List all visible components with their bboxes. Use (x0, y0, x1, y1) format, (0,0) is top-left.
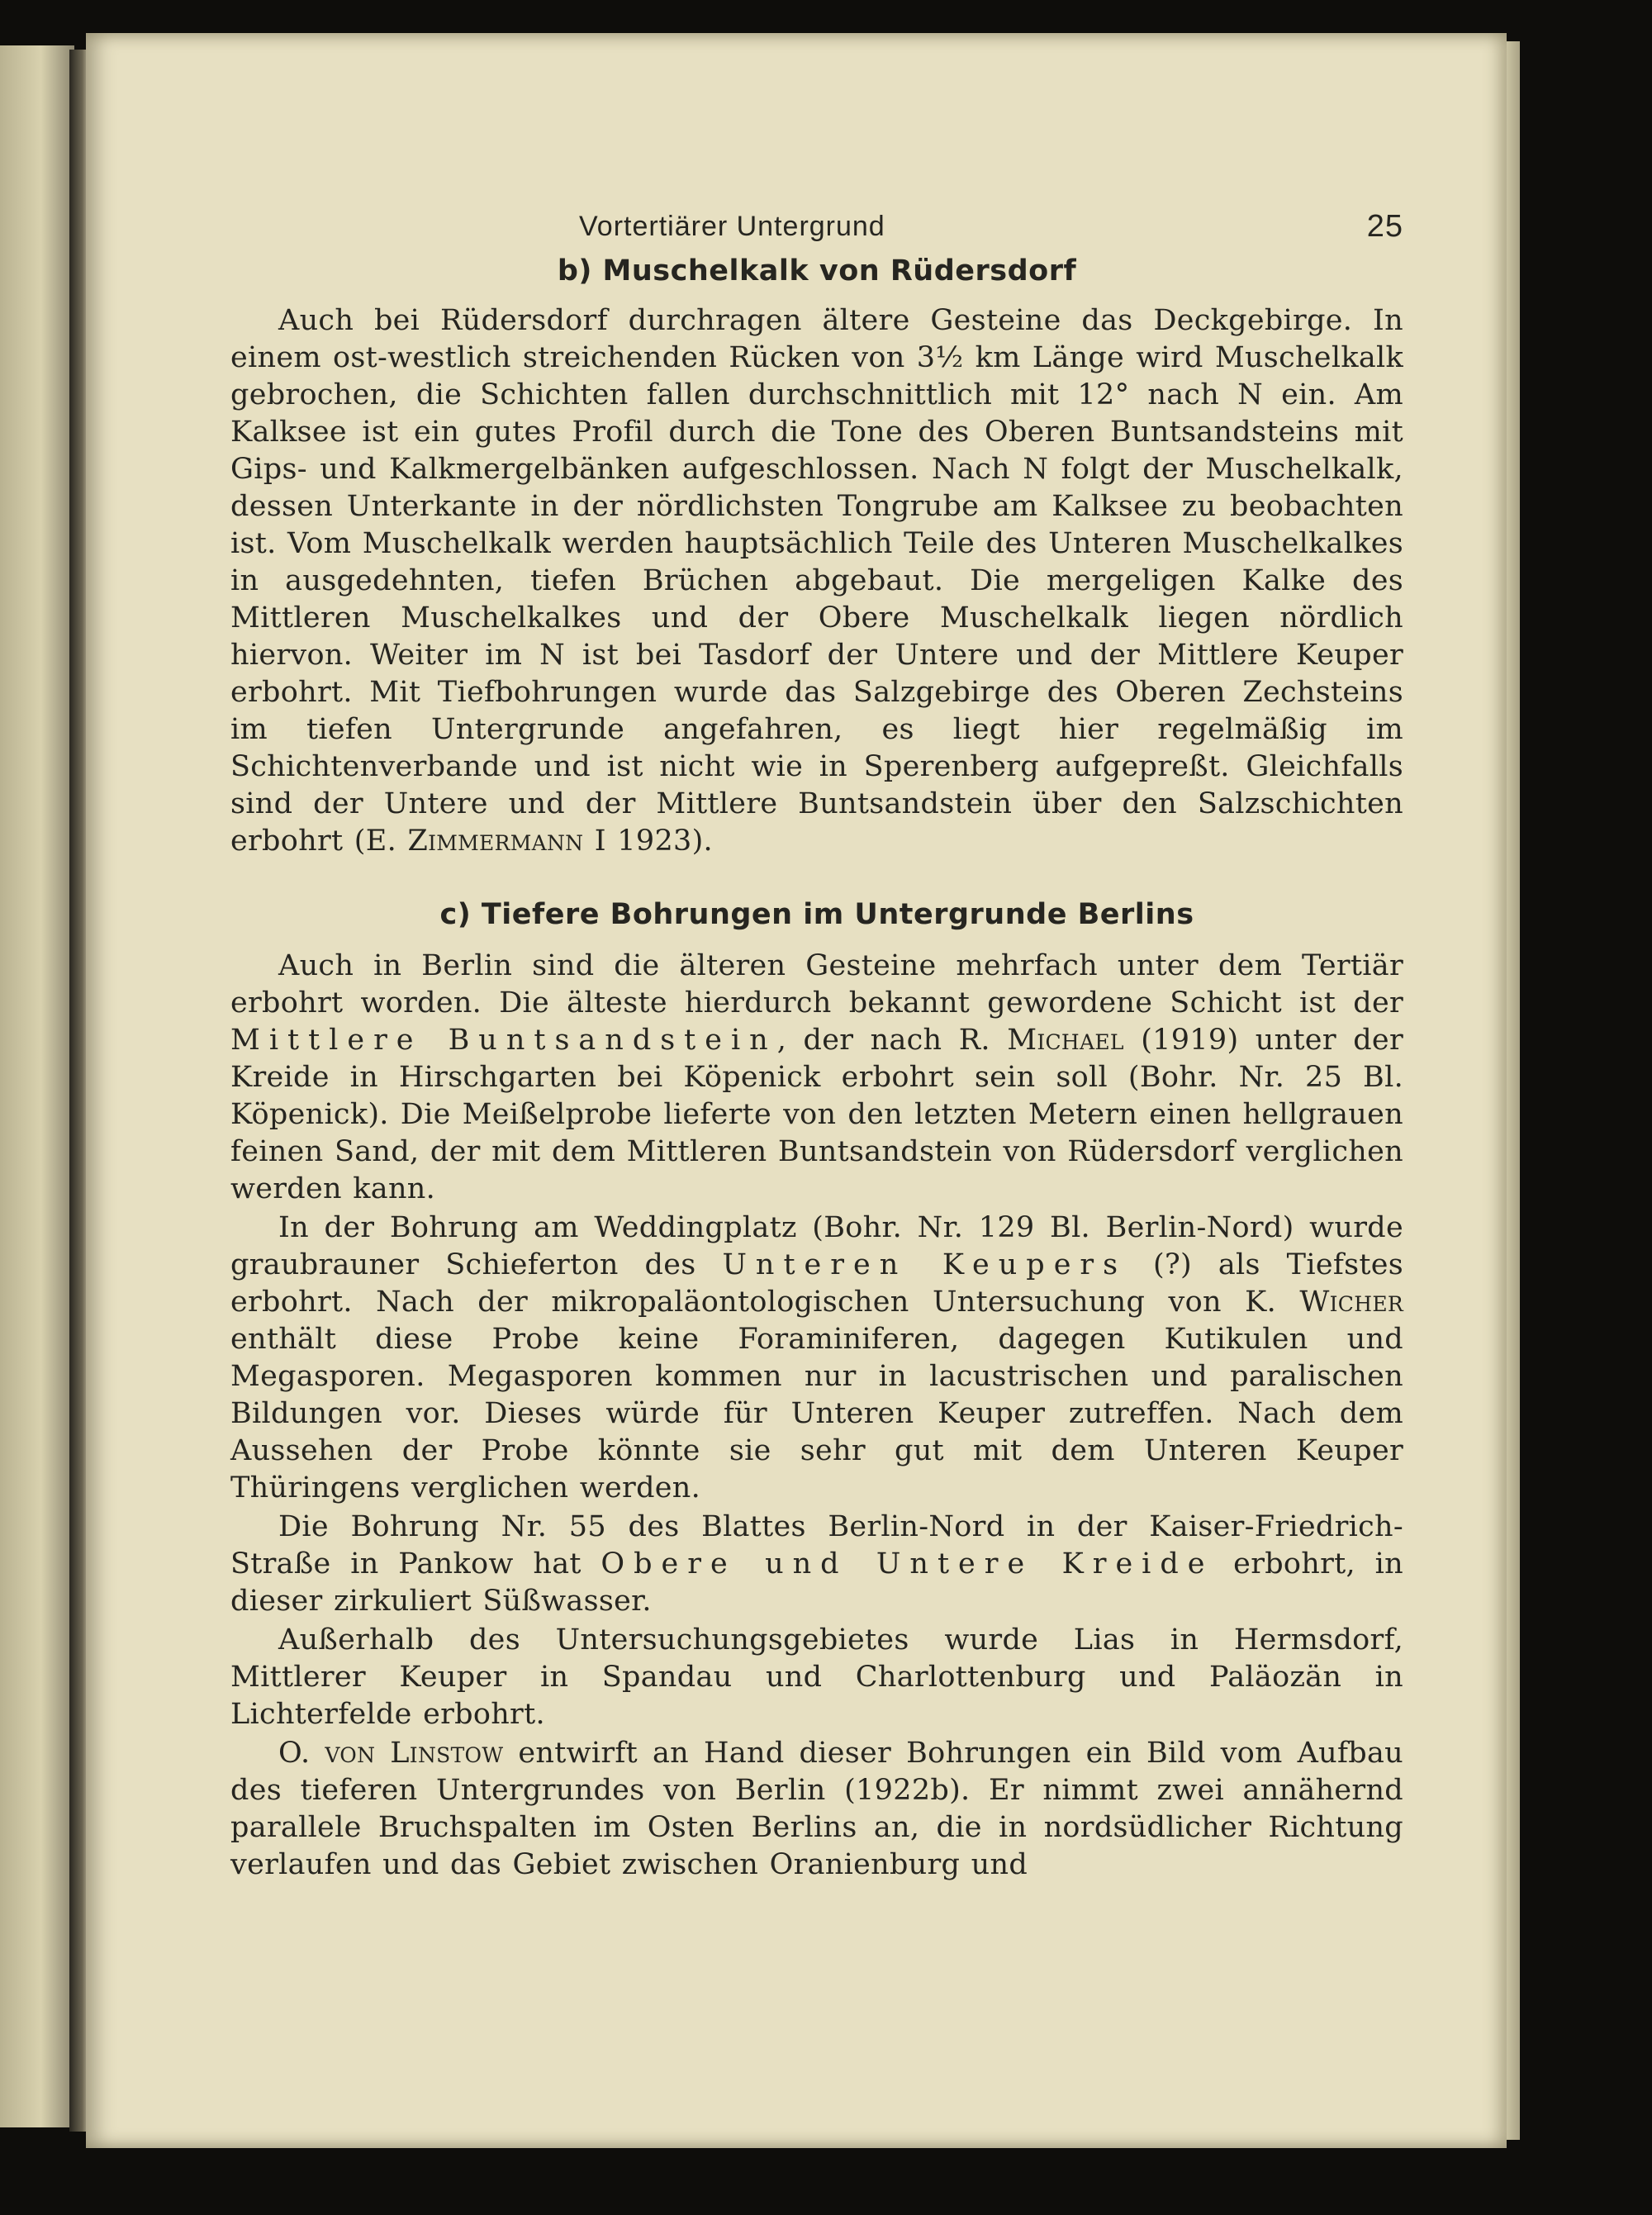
page-header (230, 173, 1403, 244)
text-run: enthält diese Probe keine Foraminiferen, dagegen Kutikulen und Megasporen. Megasporen kommen nur in lacustrischen und paralischen Bildungen vor. Dieses würde für Unteren Keuper zutreffen. Nach dem Aussehen der Probe könnte sie sehr gut mit dem Unteren Keuper Thüringens verglichen werden. (230, 1323, 1403, 1504)
text-run: erbohrt, in dieser zirkuliert Süßwasser. (230, 1547, 1403, 1618)
left-page-edge (0, 45, 74, 2127)
section-heading-c: c) Tiefere Bohrungen im Untergrunde Berlins (439, 898, 1194, 931)
spaced-term: Unteren Keupers (722, 1248, 1127, 1281)
paragraph (230, 1509, 1403, 1620)
paragraph (230, 302, 1403, 860)
spaced-term: Obere und Untere Kreide (601, 1547, 1214, 1580)
paragraph (230, 948, 1403, 1208)
text-run: Auch in Berlin sind die älteren Gesteine mehrfach unter dem Tertiär erbohrt worden. Die älteste hierdurch bekannt gewordene Schicht ist der (230, 949, 1403, 1020)
book-page (86, 33, 1507, 2148)
text-run: (?) als Tiefstes erbohrt. Nach der mikropaläontologischen Untersuchung von K. (230, 1248, 1403, 1319)
text-run: O. (278, 1737, 325, 1770)
spaced-term: Mittlere Buntsandstein (230, 1024, 777, 1057)
paragraph (230, 1735, 1403, 1884)
text-run: (1919) unter der Kreide in Hirschgarten bei Köpenick erbohrt sein soll (Bohr. Nr. 25 Bl. Köpenick). Die Meißelprobe lieferte von den letzten Metern einen hellgrauen feinen Sand, der mit dem Mittleren Buntsandstein von Rüdersdorf verglichen werden kann. (230, 1024, 1403, 1205)
paragraph: Außerhalb des Untersuchungsgebietes wurde Lias in Hermsdorf, Mittlerer Keuper in Spandau und Charlottenburg und Paläozän in Lichterfelde erbohrt. (230, 1623, 1403, 1731)
text-run: In der Bohrung am Weddingplatz (Bohr. Nr. 129 Bl. Berlin-Nord) wurde graubrauner Schieferton des (230, 1211, 1403, 1281)
page-number: 25 (1366, 209, 1403, 244)
page-content (230, 173, 1403, 1884)
author-name: Wicher (1299, 1286, 1403, 1319)
text-run: I 1923). (583, 825, 713, 858)
author-name: Michael (1007, 1024, 1124, 1057)
paragraph (230, 1210, 1403, 1507)
text-run: , der nach R. (776, 1024, 1008, 1057)
section-heading-b: b) Muschelkalk von Rüdersdorf (557, 254, 1077, 288)
author-name: Zimmermann (407, 825, 584, 858)
text-run: Die Bohrung Nr. 55 des Blattes Berlin-Nord in der Kaiser-Friedrich-Straße in Pankow hat (230, 1510, 1403, 1580)
text-run: entwirft an Hand dieser Bohrungen ein Bild vom Aufbau des tieferen Untergrundes von Berlin (1922b). Er nimmt zwei annähernd parallele Bruchspalten im Osten Berlins an, die in nordsüdlicher Richtung verlaufen und das Gebiet zwischen Oranienburg und (230, 1737, 1403, 1881)
author-name: von Linstow (325, 1737, 504, 1770)
text-run: Auch bei Rüdersdorf durchragen ältere Gesteine das Deckgebirge. In einem ost-westlich streichenden Rücken von 3½ km Länge wird Muschelkalk gebrochen, die Schichten fallen durchschnittlich mit 12° nach N ein. Am Kalksee ist ein gutes Profil durch die Tone des Oberen Buntsandsteins mit Gips- und Kalkmergelbänken aufgeschlossen. Nach N folgt der Muschelkalk, dessen Unterkante in der nördlichsten Tongrube am Kalksee zu beobachten ist. Vom Muschelkalk werden hauptsächlich Teile des Unteren Muschelkalkes in ausgedehnten, tiefen Brüchen abgebaut. Die mergeligen Kalke des Mittleren Muschelkalkes und der Obere Muschelkalk liegen nördlich hiervon. Weiter im N ist bei Tasdorf der Untere und der Mittlere Keuper erbohrt. Mit Tiefbohrungen wurde das Salzgebirge des Oberen Zechsteins im tiefen Untergrunde angefahren, es liegt hier regelmäßig im Schichtenverbande und ist nicht wie in Sperenberg aufgepreßt. Gleichfalls sind der Untere und der Mittlere Buntsandstein über den Salzschichten erbohrt (E. (230, 304, 1403, 858)
running-head: Vortertiärer Untergrund (579, 211, 885, 242)
